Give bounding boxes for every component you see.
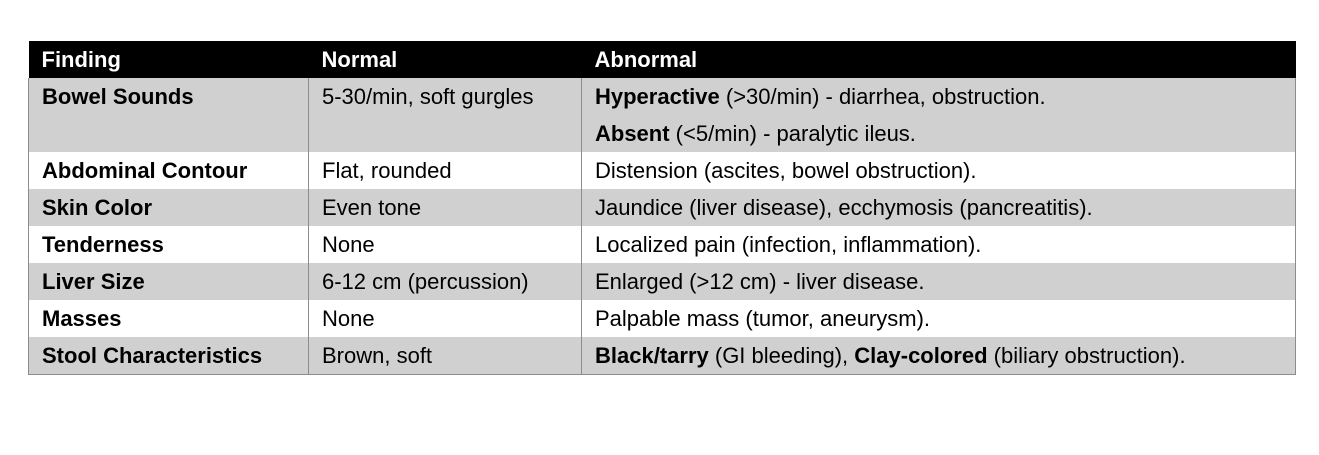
header-row bbox=[29, 41, 1296, 78]
abnormal-detail: (>30/min) - diarrhea, obstruction. bbox=[719, 84, 1046, 109]
abnormal-detail: (<5/min) - paralytic ileus. bbox=[669, 121, 916, 146]
normal-cell: 5-30/min, soft gurgles bbox=[309, 78, 582, 152]
normal-cell: None bbox=[309, 226, 582, 263]
table-row bbox=[29, 189, 1296, 226]
abnormal-detail: (GI bleeding), bbox=[708, 343, 855, 368]
normal-cell: Flat, rounded bbox=[309, 152, 582, 189]
abnormal-cell: Enlarged (>12 cm) - liver disease. bbox=[582, 263, 1296, 300]
abnormal-line bbox=[595, 78, 1282, 115]
header-abnormal: Abnormal bbox=[582, 41, 1296, 78]
header-normal: Normal bbox=[309, 41, 582, 78]
finding-cell: Tenderness bbox=[29, 226, 309, 263]
header-finding: Finding bbox=[29, 41, 309, 78]
abnormal-line bbox=[595, 115, 1282, 152]
abnormal-cell bbox=[582, 337, 1296, 375]
finding-cell: Bowel Sounds bbox=[29, 78, 309, 152]
abnormal-cell: Distension (ascites, bowel obstruction). bbox=[582, 152, 1296, 189]
table-row bbox=[29, 263, 1296, 300]
abnormal-term: Hyperactive bbox=[595, 84, 720, 109]
finding-cell: Skin Color bbox=[29, 189, 309, 226]
abnormal-term: Absent bbox=[595, 121, 670, 146]
table-row bbox=[29, 152, 1296, 189]
table-row bbox=[29, 78, 1296, 152]
abnormal-cell: Localized pain (infection, inflammation). bbox=[582, 226, 1296, 263]
abnormal-term: Black/tarry bbox=[595, 343, 709, 368]
abnormal-detail: (biliary obstruction). bbox=[987, 343, 1186, 368]
finding-cell: Liver Size bbox=[29, 263, 309, 300]
assessment-table-container bbox=[28, 41, 1295, 375]
abnormal-cell: Jaundice (liver disease), ecchymosis (pancreatitis). bbox=[582, 189, 1296, 226]
table-row bbox=[29, 337, 1296, 375]
abnormal-cell bbox=[582, 78, 1296, 152]
table-row bbox=[29, 226, 1296, 263]
abnormal-cell: Palpable mass (tumor, aneurysm). bbox=[582, 300, 1296, 337]
finding-cell: Abdominal Contour bbox=[29, 152, 309, 189]
normal-cell: Even tone bbox=[309, 189, 582, 226]
finding-cell: Stool Characteristics bbox=[29, 337, 309, 375]
normal-cell: Brown, soft bbox=[309, 337, 582, 375]
finding-cell: Masses bbox=[29, 300, 309, 337]
abdominal-assessment-table bbox=[28, 41, 1296, 375]
normal-cell: 6-12 cm (percussion) bbox=[309, 263, 582, 300]
table-body bbox=[29, 78, 1296, 375]
abnormal-term: Clay-colored bbox=[854, 343, 988, 368]
table-row bbox=[29, 300, 1296, 337]
table-header bbox=[29, 41, 1296, 78]
normal-cell: None bbox=[309, 300, 582, 337]
